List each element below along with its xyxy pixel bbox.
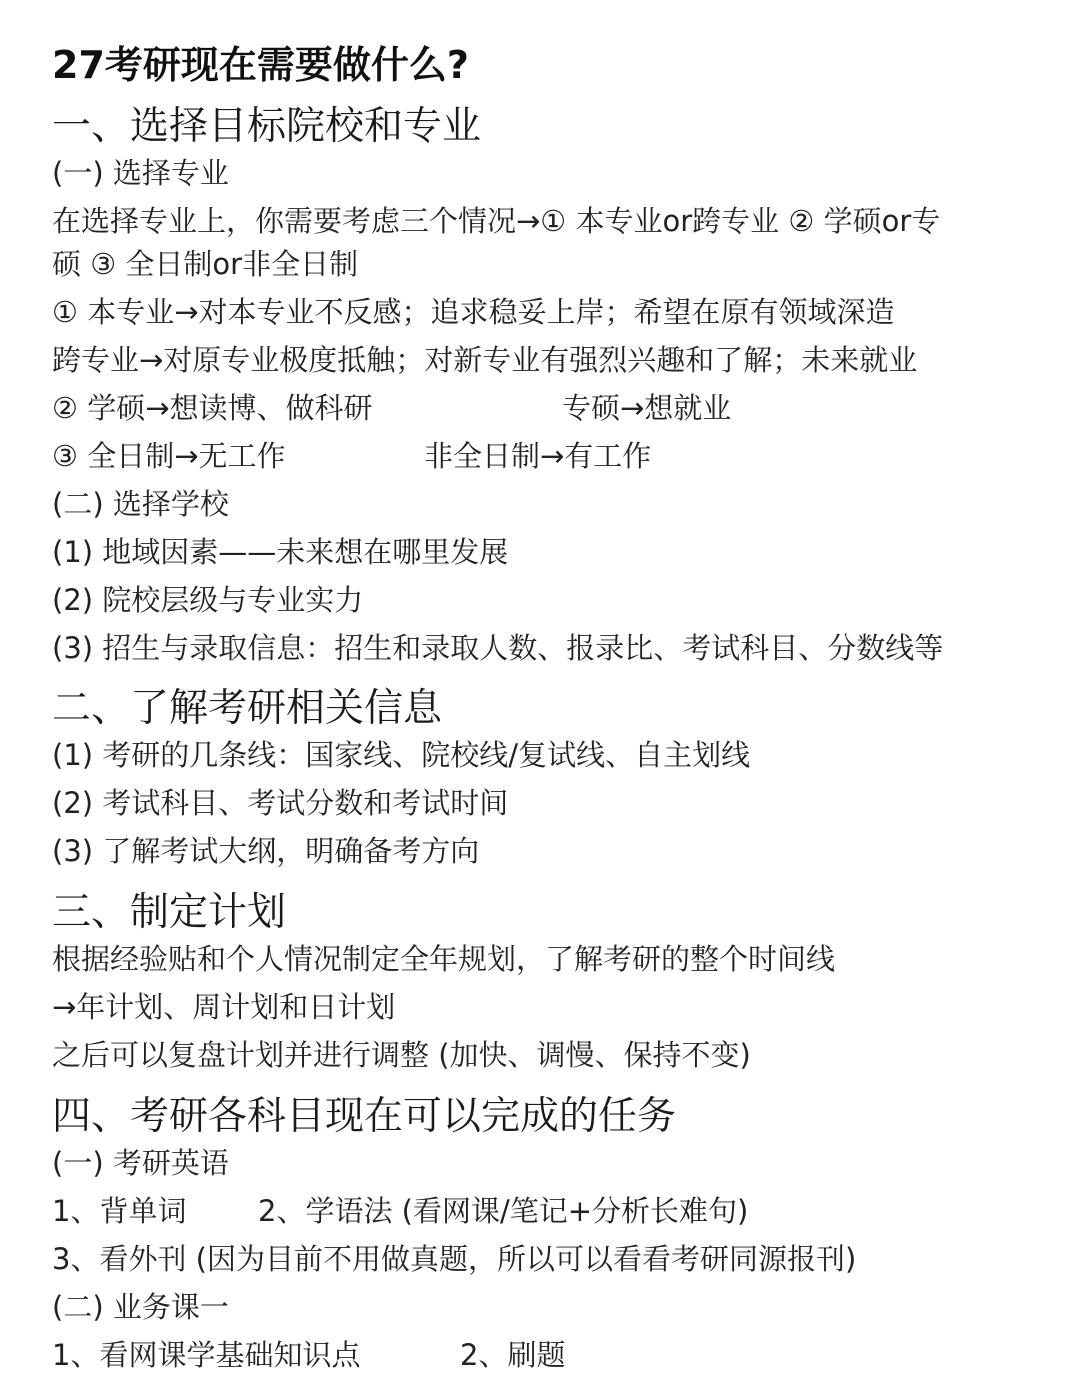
online-course-task: 1、看网课学基础知识点 (52, 1338, 361, 1372)
paragraph-line: 根据经验贴和个人情况制定全年规划，了解考研的整个时间线 (52, 942, 836, 976)
subheading-english: (一) 考研英语 (52, 1146, 229, 1180)
paragraph-line: (2) 考试科目、考试分数和考试时间 (52, 786, 509, 820)
section-heading-1: 一、选择目标院校和专业 (52, 104, 482, 149)
section-heading-3: 三、制定计划 (52, 890, 287, 935)
part-time-text: 非全日制→有工作 (424, 439, 652, 473)
section-heading-4: 四、考研各科目现在可以完成的任务 (52, 1094, 677, 1139)
paragraph-line: (3) 了解考试大纲，明确备考方向 (52, 834, 480, 868)
paragraph-line: 之后可以复盘计划并进行调整 (加快、调慢、保持不变) (52, 1038, 751, 1072)
paragraph-line: 3、看外刊 (因为目前不用做真题，所以可以看看考研同源报刊) (52, 1242, 857, 1276)
grammar-task: 2、学语法 (看网课/笔记+分析长难句) (258, 1194, 749, 1228)
paragraph-line: (1) 地域因素——未来想在哪里发展 (52, 535, 509, 569)
paragraph-line (52, 1189, 749, 1230)
paragraph-line: 硕 ③ 全日制or非全日制 (52, 247, 359, 281)
section-heading-2: 二、了解考研相关信息 (52, 686, 443, 731)
subheading-major-course: (二) 业务课一 (52, 1290, 229, 1324)
paragraph-line: (1) 考研的几条线：国家线、院校线/复试线、自主划线 (52, 738, 751, 772)
paragraph-line: 在选择专业上，你需要考虑三个情况→① 本专业or跨专业 ② 学硕or专 (52, 204, 941, 238)
paragraph-line: ① 本专业→对本专业不反感；追求稳妥上岸；希望在原有领域深造 (52, 295, 895, 329)
full-time-text: ③ 全日制→无工作 (52, 439, 286, 473)
paragraph-line: 跨专业→对原专业极度抵触；对新专业有强烈兴趣和了解；未来就业 (52, 343, 918, 377)
paragraph-line: →年计划、周计划和日计划 (52, 990, 396, 1024)
paragraph-line: (2) 院校层级与专业实力 (52, 583, 364, 617)
paragraph-line (52, 386, 732, 427)
academic-master-text: ② 学硕→想读博、做科研 (52, 391, 373, 425)
vocabulary-task: 1、背单词 (52, 1194, 187, 1228)
professional-master-text: 专硕→想就业 (562, 391, 732, 425)
page-title: 27考研现在需要做什么? (52, 43, 469, 87)
subheading-choose-major: (一) 选择专业 (52, 156, 229, 190)
subheading-choose-school: (二) 选择学校 (52, 487, 229, 521)
practice-task: 2、刷题 (460, 1338, 566, 1372)
paragraph-line (52, 434, 652, 475)
paragraph-line: (3) 招生与录取信息：招生和录取人数、报录比、考试科目、分数线等 (52, 631, 944, 665)
paragraph-line (52, 1333, 566, 1374)
